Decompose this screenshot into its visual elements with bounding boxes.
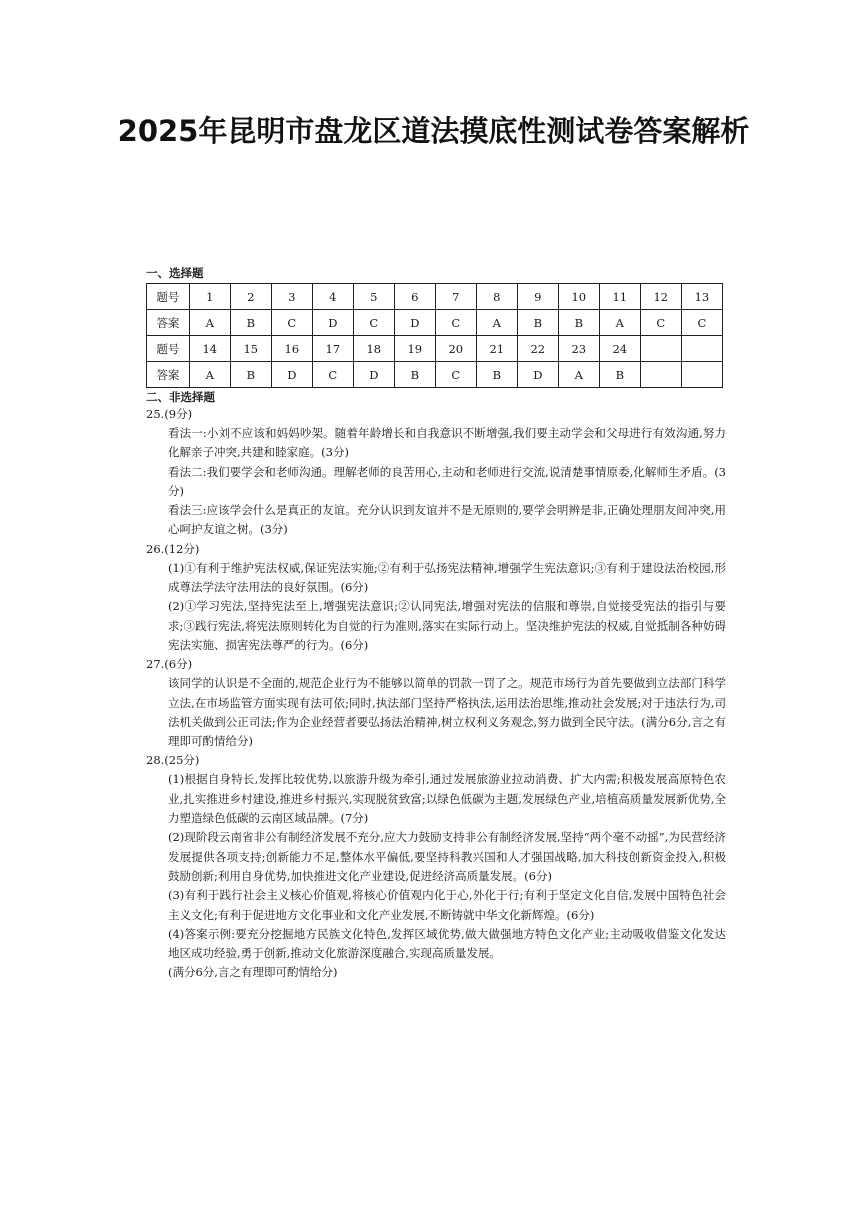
- question-heading: 28.(25分): [146, 753, 200, 768]
- table-row: [147, 336, 723, 362]
- answer-cell: D: [271, 362, 312, 388]
- answer-cell: B: [230, 362, 271, 388]
- answer-paragraph: (2)①学习宪法,坚持宪法至上,增强宪法意识;②认同宪法,增强对宪法的信服和尊崇,自觉接受宪法的指引与要求;③践行宪法,将宪法原则转化为自觉的行为准则,落实在实际行动上。坚决维护宪法的权威,自觉抵制各种妨碍宪法实施、损害宪法尊严的行为。(6分): [168, 599, 726, 652]
- answer-cell: B: [599, 362, 640, 388]
- answer-cell: A: [476, 310, 517, 336]
- answer-cell: A: [189, 310, 230, 336]
- answer-cell: D: [517, 362, 558, 388]
- answer-cell: A: [599, 310, 640, 336]
- answer-cell: B: [558, 310, 599, 336]
- table-row: [147, 310, 723, 336]
- answer-paragraph: (3)有利于践行社会主义核心价值观,将核心价值观内化于心,外化于行;有利于坚定文化自信,发展中国特色社会主义文化;有利于促进地方文化事业和文化产业发展,不断铸就中华文化新辉煌。(6分): [168, 888, 726, 922]
- question-number: 20: [435, 336, 476, 362]
- question-number: 1: [189, 284, 230, 310]
- question-27: [146, 655, 726, 751]
- question-heading: 26.(12分): [146, 541, 200, 556]
- question-number: 6: [394, 284, 435, 310]
- question-heading: 27.(6分): [146, 657, 193, 672]
- question-number: 23: [558, 336, 599, 362]
- question-number: 21: [476, 336, 517, 362]
- answer-cell: C: [271, 310, 312, 336]
- answer-cell: C: [681, 310, 722, 336]
- answer-cell: B: [517, 310, 558, 336]
- question-number: 11: [599, 284, 640, 310]
- answer-cell: D: [394, 310, 435, 336]
- answer-cell: D: [353, 362, 394, 388]
- answer-paragraph: (1)根据自身特长,发挥比较优势,以旅游升级为牵引,通过发展旅游业拉动消费、扩大内需;积极发展高原特色农业,扎实推进乡村建设,推进乡村振兴,实现脱贫致富;以绿色低碳为主题,发展绿色产业,培植高质量发展新优势,全力塑造绿色低碳的云南区域品牌。(7分): [168, 772, 726, 826]
- question-number: 4: [312, 284, 353, 310]
- answer-cell: C: [353, 310, 394, 336]
- answer-paragraph: (满分6分,言之有理即可酌情给分): [168, 965, 338, 980]
- answer-cell: C: [312, 362, 353, 388]
- question-number: 16: [271, 336, 312, 362]
- empty-cell: [640, 362, 681, 388]
- empty-cell: [640, 336, 681, 362]
- answer-cell: B: [394, 362, 435, 388]
- question-26: [146, 540, 726, 655]
- table-row: [147, 284, 723, 310]
- answer-cell: C: [435, 362, 476, 388]
- row-label: 答案: [147, 362, 190, 388]
- answer-table: [146, 283, 723, 388]
- answer-paragraph: (2)现阶段云南省非公有制经济发展不充分,应大力鼓励支持非公有制经济发展,坚持“两个毫不动摇”,为民营经济发展提供各项支持;创新能力不足,整体水平偏低,要坚持科教兴国和人才强国战略,加大科技创新资金投入,积极鼓励创新;利用自身优势,加快推进文化产业建设,促进经济高质量发展。(6分): [168, 830, 726, 883]
- answer-paragraph: 该同学的认识是不全面的,规范企业行为不能够以简单的罚款一罚了之。规范市场行为首先要做到立法部门科学立法,在市场监管方面实现有法可依;同时,执法部门坚持严格执法,运用法治思维,推动社会发展;对于违法行为,司法机关做到公正司法;作为企业经营者要弘扬法治精神,树立权利义务观念,努力做到全民守法。(满分6分,言之有理即可酌情给分): [168, 676, 726, 749]
- answer-paragraph: (4)答案示例:要充分挖掘地方民族文化特色,发挥区域优势,做大做强地方特色文化产业;主动吸收借鉴文化发达地区成功经验,勇于创新,推动文化旅游深度融合,实现高质量发展。: [168, 926, 726, 961]
- empty-cell: [681, 336, 722, 362]
- question-25: [146, 405, 726, 540]
- question-number: 19: [394, 336, 435, 362]
- question-number: 13: [681, 284, 722, 310]
- question-number: 2: [230, 284, 271, 310]
- question-number: 15: [230, 336, 271, 362]
- question-number: 17: [312, 336, 353, 362]
- row-label: 题号: [147, 284, 190, 310]
- answer-cell: A: [189, 362, 230, 388]
- question-heading: 25.(9分): [146, 407, 193, 421]
- section-choice-title: 一、选择题: [146, 266, 204, 280]
- question-number: 24: [599, 336, 640, 362]
- answer-paragraph: 看法三:应该学会什么是真正的友谊。充分认识到友谊并不是无原则的,要学会明辨是非,正确处理朋友间冲突,用心呵护友谊之树。(3分): [168, 503, 726, 537]
- answer-cell: C: [640, 310, 681, 336]
- empty-cell: [681, 362, 722, 388]
- answer-paragraph: (1)①有利于维护宪法权威,保证宪法实施;②有利于弘扬宪法精神,增强学生宪法意识;③有利于建设法治校园,形成尊法学法守法用法的良好氛围。(6分): [168, 560, 726, 595]
- answer-cell: A: [558, 362, 599, 388]
- row-label: 题号: [147, 336, 190, 362]
- answer-cell: B: [230, 310, 271, 336]
- question-number: 3: [271, 284, 312, 310]
- question-28: [146, 751, 726, 982]
- section-nonchoice-title: 二、非选择题: [146, 390, 215, 404]
- question-number: 18: [353, 336, 394, 362]
- answer-cell: C: [435, 310, 476, 336]
- answer-content: [146, 266, 726, 983]
- question-number: 5: [353, 284, 394, 310]
- question-number: 12: [640, 284, 681, 310]
- question-number: 8: [476, 284, 517, 310]
- question-number: 22: [517, 336, 558, 362]
- answer-cell: D: [312, 310, 353, 336]
- question-number: 7: [435, 284, 476, 310]
- question-number: 10: [558, 284, 599, 310]
- answer-paragraph: 看法一:小刘不应该和妈妈吵架。随着年龄增长和自我意识不断增强,我们要主动学会和父母进行有效沟通,努力化解亲子冲突,共建和睦家庭。(3分): [168, 426, 726, 460]
- page-title: 2025年昆明市盘龙区道法摸底性测试卷答案解析: [117, 114, 750, 148]
- answer-paragraph: 看法二:我们要学会和老师沟通。理解老师的良苦用心,主动和老师进行交流,说清楚事情原委,化解师生矛盾。(3分): [168, 464, 726, 498]
- question-number: 14: [189, 336, 230, 362]
- question-number: 9: [517, 284, 558, 310]
- answer-cell: B: [476, 362, 517, 388]
- table-row: [147, 362, 723, 388]
- row-label: 答案: [147, 310, 190, 336]
